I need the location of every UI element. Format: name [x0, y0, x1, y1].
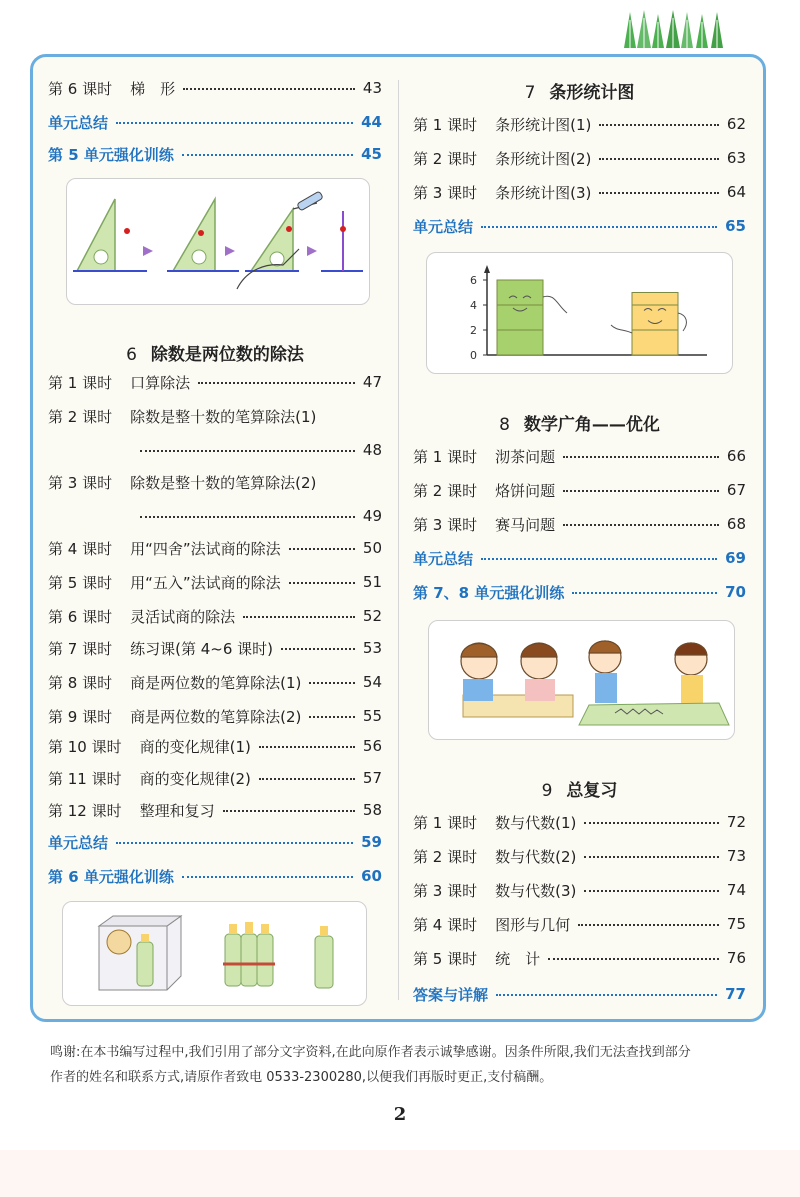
toc-entry — [413, 946, 746, 970]
toc-entry — [48, 604, 382, 628]
leader-dots — [259, 746, 355, 748]
toc-entry-title: 数与代数(2) — [495, 847, 577, 866]
toc-entry-page: 67 — [726, 481, 746, 499]
leader-dots — [140, 450, 355, 452]
toc-entry-lesson: 第 5 课时 — [48, 573, 113, 592]
leader-dots — [223, 810, 355, 812]
toc-entry-page: 72 — [726, 813, 746, 831]
toc-entry-title: 条形统计图(3) — [495, 183, 592, 202]
toc-entry-lesson: 单元总结 — [413, 549, 474, 568]
toc-entry-title: 沏茶问题 — [495, 447, 556, 466]
toc-entry — [413, 444, 746, 468]
leader-dots — [563, 456, 719, 458]
toc-entry — [413, 878, 746, 902]
toc-entry — [48, 830, 382, 854]
toc-entry-lesson: 第 3 课时 — [413, 881, 478, 900]
toc-entry-lesson: 单元总结 — [413, 217, 474, 236]
acknowledgement-note — [50, 1040, 760, 1090]
toc-entry-lesson: 第 3 课时 — [413, 515, 478, 534]
bar-chart-illustration — [426, 252, 733, 374]
trees-decoration — [624, 8, 730, 52]
toc-entry — [48, 734, 382, 758]
leader-dots — [563, 490, 719, 492]
toc-entry-page: 49 — [362, 507, 382, 525]
toc-entry — [48, 864, 382, 888]
toc-entry-title: 商是两位数的笔算除法(1) — [130, 673, 302, 692]
toc-entry-lesson: 第 4 课时 — [413, 915, 478, 934]
leader-dots — [182, 876, 353, 878]
unit-7-heading — [413, 78, 746, 103]
toc-entry-page: 63 — [726, 149, 746, 167]
toc-entry — [48, 142, 382, 166]
y-tick-label: 2 — [470, 324, 477, 337]
toc-entry — [413, 810, 746, 834]
bar-arm — [543, 296, 567, 313]
toc-entry-page: 55 — [362, 707, 382, 725]
toc-entry — [48, 798, 382, 822]
unit-number: 9 — [541, 781, 553, 801]
toc-entry-page: 43 — [362, 79, 382, 97]
toc-entry-title: 赛马问题 — [495, 515, 556, 534]
toc-entry-page: 64 — [726, 183, 746, 201]
toc-entry-lesson: 第 3 课时 — [413, 183, 478, 202]
toc-entry-page: 47 — [362, 373, 382, 391]
toc-entry-page: 77 — [725, 985, 746, 1003]
leader-dots — [572, 592, 717, 594]
toc-entry-page: 60 — [361, 867, 382, 885]
toc-entry-title: 灵活试商的除法 — [130, 607, 236, 626]
toc-entry-title: 口算除法 — [130, 373, 191, 392]
leader-dots — [599, 158, 719, 160]
unit-title: 总复习 — [566, 781, 618, 801]
toc-entry-lesson: 第 12 课时 — [48, 801, 122, 820]
toc-entry — [413, 478, 746, 502]
unit-9-heading — [413, 776, 746, 801]
leader-dots — [309, 682, 355, 684]
toc-entry-title: 统 计 — [495, 949, 541, 968]
toc-entry — [413, 512, 746, 536]
toc-entry-title: 条形统计图(2) — [495, 149, 592, 168]
leader-dots — [563, 524, 719, 526]
toc-entry-title: 图形与几何 — [495, 915, 571, 934]
toc-entry-lesson: 单元总结 — [48, 833, 109, 852]
leader-dots — [182, 154, 353, 156]
toc-entry-page: 58 — [362, 801, 382, 819]
toc-entry-lesson: 第 6 课时 — [48, 607, 113, 626]
toc-entry-title: 烙饼问题 — [495, 481, 556, 500]
toc-entry-page: 69 — [725, 549, 746, 567]
leader-dots — [548, 958, 719, 960]
toc-entry — [413, 112, 746, 136]
toc-entry-page: 48 — [362, 441, 382, 459]
toc-entry — [413, 912, 746, 936]
leader-dots — [481, 558, 717, 560]
toc-entry-lesson: 第 9 课时 — [48, 707, 113, 726]
toc-entry — [413, 844, 746, 868]
toc-entry-page: 62 — [726, 115, 746, 133]
bar-arm — [678, 313, 686, 331]
toc-entry-lesson: 第 6 课时 — [48, 79, 113, 98]
toc-entry — [48, 704, 382, 728]
toc-entry — [48, 670, 382, 694]
leader-dots — [599, 192, 719, 194]
toc-entry-page: 65 — [725, 217, 746, 235]
toc-entry — [413, 982, 746, 1006]
axis-arrow — [484, 265, 490, 273]
leader-dots — [289, 548, 355, 550]
leader-dots — [116, 122, 353, 124]
toc-entry — [48, 636, 382, 660]
bar-arm — [611, 325, 632, 333]
unit-number: 7 — [524, 83, 536, 103]
toc-entry-page: 66 — [726, 447, 746, 465]
unit-title: 条形统计图 — [549, 83, 635, 103]
toc-entry — [48, 438, 382, 462]
leader-dots — [243, 616, 355, 618]
unit-title: 除数是两位数的除法 — [150, 345, 304, 365]
toc-entry — [48, 404, 382, 428]
toc-entry-lesson: 第 1 课时 — [413, 115, 478, 134]
toc-entry-lesson: 单元总结 — [48, 113, 109, 132]
leader-dots — [584, 822, 719, 824]
leader-dots — [198, 382, 355, 384]
toc-entry — [48, 370, 382, 394]
leader-dots — [599, 124, 719, 126]
toc-entry-lesson: 第 2 课时 — [413, 481, 478, 500]
toc-entry-title: 练习课(第 4~6 课时) — [130, 639, 273, 658]
toc-entry-lesson: 答案与详解 — [413, 985, 489, 1004]
toc-entry-title: 整理和复习 — [139, 801, 215, 820]
toc-entry-lesson: 第 2 课时 — [413, 149, 478, 168]
toc-entry-page: 45 — [361, 145, 382, 163]
leader-dots — [289, 582, 355, 584]
toc-entry-lesson: 第 7 课时 — [48, 639, 113, 658]
toc-entry-lesson: 第 10 课时 — [48, 737, 122, 756]
toc-entry-title: 数与代数(1) — [495, 813, 577, 832]
acknowledgement-line-2: 作者的姓名和联系方式,请原作者致电 0533-2300280,以便我们再版时更正,支付稿酬。 — [50, 1070, 553, 1085]
toc-entry-lesson: 第 1 课时 — [413, 447, 478, 466]
toc-entry-lesson: 第 6 单元强化训练 — [48, 867, 174, 886]
toc-entry-title: 商的变化规律(2) — [139, 769, 251, 788]
bottles-illustration — [62, 901, 367, 1006]
toc-entry-title: 用“五入”法试商的除法 — [130, 573, 281, 592]
leader-dots — [259, 778, 355, 780]
leader-dots — [584, 856, 719, 858]
leader-dots — [116, 842, 353, 844]
unit-number: 8 — [499, 415, 510, 435]
toc-entry-page: 50 — [362, 539, 382, 557]
toc-entry-lesson: 第 8 课时 — [48, 673, 113, 692]
unit-number: 6 — [126, 345, 137, 365]
toc-entry-lesson: 第 5 单元强化训练 — [48, 145, 174, 164]
unit-8-heading — [413, 410, 746, 435]
page-number: 2 — [393, 1104, 407, 1125]
toc-entry-title: 条形统计图(1) — [495, 115, 592, 134]
toc-entry-page: 51 — [362, 573, 382, 591]
toc-entry-lesson: 第 11 课时 — [48, 769, 122, 788]
toc-entry-page: 74 — [726, 881, 746, 899]
bottom-band — [0, 1150, 800, 1197]
toc-entry-title: 商的变化规律(1) — [139, 737, 251, 756]
toc-entry-page: 75 — [726, 915, 746, 933]
toc-entry — [48, 504, 382, 528]
leader-dots — [584, 890, 719, 892]
toc-entry-lesson: 第 3 课时 — [48, 473, 113, 492]
leader-dots — [140, 516, 355, 518]
y-tick-label: 6 — [470, 274, 477, 287]
toc-entry-title: 用“四舍”法试商的除法 — [130, 539, 281, 558]
y-tick-label: 4 — [470, 299, 477, 312]
toc-entry-lesson: 第 2 课时 — [413, 847, 478, 866]
toc-entry — [48, 570, 382, 594]
toc-entry — [48, 766, 382, 790]
toc-entry-title: 数与代数(3) — [495, 881, 577, 900]
toc-entry — [413, 180, 746, 204]
toc-entry-lesson: 第 1 课时 — [413, 813, 478, 832]
toc-entry-page: 57 — [362, 769, 382, 787]
toc-entry-title: 梯 形 — [130, 79, 176, 98]
triangle-ruler-illustration — [66, 178, 370, 305]
toc-entry-lesson: 第 5 课时 — [413, 949, 478, 968]
leader-dots — [496, 994, 717, 996]
toc-entry-lesson: 第 2 课时 — [48, 407, 113, 426]
toc-entry-page: 53 — [362, 639, 382, 657]
toc-entry — [413, 546, 746, 570]
toc-entry-title: 除数是整十数的笔算除法(2) — [130, 473, 317, 492]
column-divider — [398, 80, 399, 1000]
toc-entry-page: 76 — [726, 949, 746, 967]
toc-entry-page: 73 — [726, 847, 746, 865]
toc-entry-lesson: 第 1 课时 — [48, 373, 113, 392]
leader-dots — [183, 88, 355, 90]
leader-dots — [578, 924, 719, 926]
leader-dots — [281, 648, 355, 650]
leader-dots — [481, 226, 717, 228]
toc-entry-page: 52 — [362, 607, 382, 625]
toc-entry — [48, 470, 382, 494]
acknowledgement-line-1: 鸣谢:在本书编写过程中,我们引用了部分文字资料,在此向原作者表示诚挚感谢。因条件所限,我们无法查找到部分 — [50, 1045, 691, 1060]
toc-entry-lesson: 第 4 课时 — [48, 539, 113, 558]
toc-entry-lesson: 第 7、8 单元强化训练 — [413, 583, 565, 602]
toc-entry-page: 59 — [361, 833, 382, 851]
toc-entry-page: 56 — [362, 737, 382, 755]
toc-entry — [48, 110, 382, 134]
toc-entry-title: 除数是整十数的笔算除法(1) — [130, 407, 317, 426]
leader-dots — [309, 716, 355, 718]
toc-entry-page: 68 — [726, 515, 746, 533]
toc-entry-page: 54 — [362, 673, 382, 691]
toc-entry — [413, 580, 746, 604]
toc-entry-title: 商是两位数的笔算除法(2) — [130, 707, 302, 726]
toc-entry — [413, 214, 746, 238]
bar — [497, 280, 543, 355]
toc-entry — [48, 536, 382, 560]
unit-6-heading — [48, 340, 382, 365]
toc-entry-page: 44 — [361, 113, 382, 131]
unit-title: 数学广角——优化 — [523, 415, 660, 435]
children-illustration — [428, 620, 735, 740]
toc-entry — [413, 146, 746, 170]
toc-entry-page: 70 — [725, 583, 746, 601]
y-tick-label: 0 — [470, 349, 477, 362]
toc-entry — [48, 76, 382, 100]
